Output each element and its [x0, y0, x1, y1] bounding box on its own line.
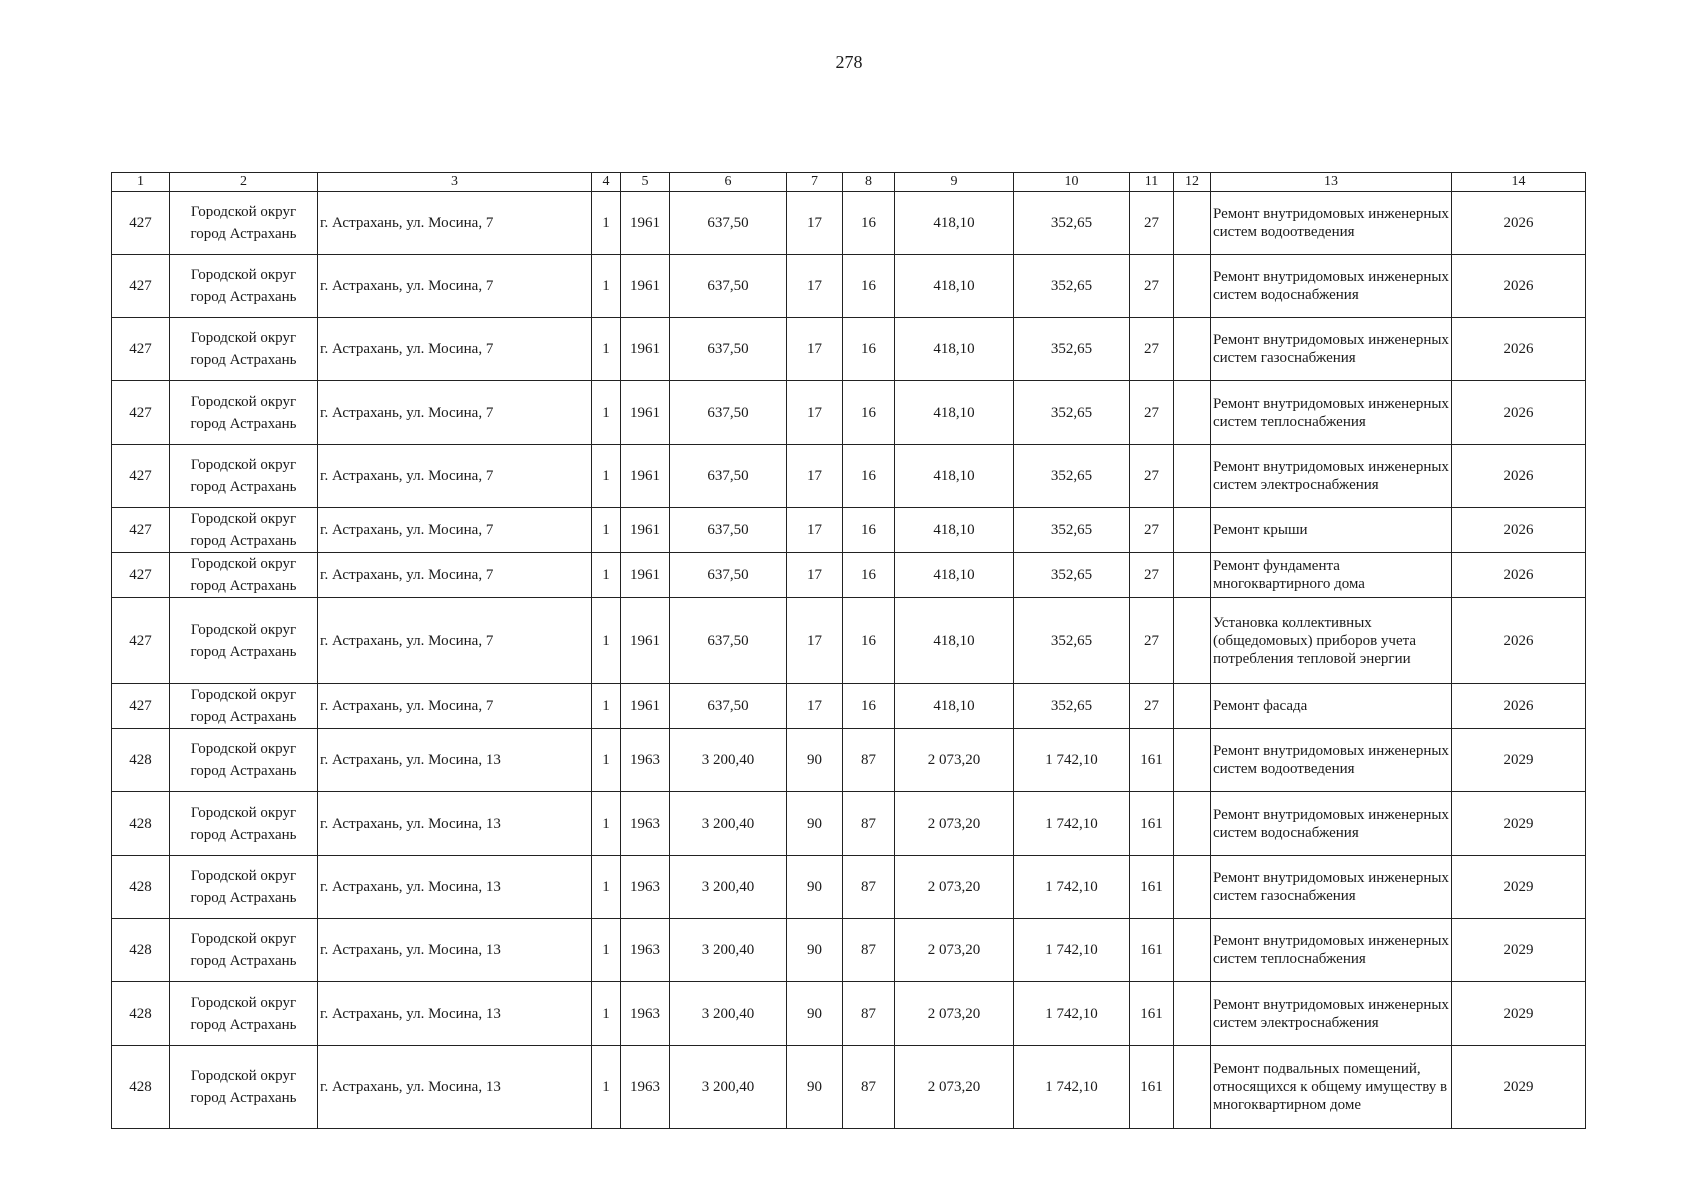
col-10-value-cell: 1 742,10	[1014, 1046, 1130, 1129]
work-type-cell: Ремонт внутридомовых инженерных систем электроснабжения	[1211, 445, 1452, 508]
col-6-value-cell: 637,50	[670, 255, 787, 318]
address-cell: г. Астрахань, ул. Мосина, 13	[318, 792, 592, 856]
col-8-value-cell: 87	[843, 792, 895, 856]
address-cell: г. Астрахань, ул. Мосина, 7	[318, 508, 592, 553]
col-4-value-cell: 1	[592, 255, 621, 318]
col-7-value-cell: 17	[787, 553, 843, 598]
work-type-cell: Ремонт крыши	[1211, 508, 1452, 553]
planned-year-cell: 2029	[1452, 982, 1586, 1046]
municipality-cell: Городской округ город Астрахань	[170, 982, 318, 1046]
col-7-value-cell: 90	[787, 982, 843, 1046]
work-type-cell: Ремонт подвальных помещений, относящихся к общему имуществу в многоквартирном доме	[1211, 1046, 1452, 1129]
year-built-cell: 1963	[621, 982, 670, 1046]
col-7-value-cell: 90	[787, 792, 843, 856]
col-4-value-cell: 1	[592, 792, 621, 856]
year-built-cell: 1963	[621, 919, 670, 982]
work-type-cell: Ремонт внутридомовых инженерных систем водоснабжения	[1211, 792, 1452, 856]
row-number-cell: 427	[112, 445, 170, 508]
address-cell: г. Астрахань, ул. Мосина, 13	[318, 729, 592, 792]
planned-year-cell: 2029	[1452, 792, 1586, 856]
year-built-cell: 1961	[621, 684, 670, 729]
col-8-value-cell: 87	[843, 919, 895, 982]
col-7-value-cell: 17	[787, 445, 843, 508]
row-number-cell: 427	[112, 318, 170, 381]
table-row	[112, 729, 1586, 792]
col-9-value-cell: 418,10	[895, 445, 1014, 508]
column-number-cell: 11	[1130, 173, 1174, 192]
col-4-value-cell: 1	[592, 919, 621, 982]
col-11-value-cell: 161	[1130, 982, 1174, 1046]
address-cell: г. Астрахань, ул. Мосина, 13	[318, 919, 592, 982]
col-7-value-cell: 90	[787, 729, 843, 792]
col-12-value-cell	[1174, 598, 1211, 684]
col-11-value-cell: 161	[1130, 792, 1174, 856]
col-6-value-cell: 3 200,40	[670, 1046, 787, 1129]
address-cell: г. Астрахань, ул. Мосина, 7	[318, 192, 592, 255]
col-7-value-cell: 17	[787, 598, 843, 684]
col-4-value-cell: 1	[592, 982, 621, 1046]
col-9-value-cell: 418,10	[895, 508, 1014, 553]
table-row	[112, 318, 1586, 381]
row-number-cell: 427	[112, 255, 170, 318]
year-built-cell: 1963	[621, 1046, 670, 1129]
column-number-cell: 2	[170, 173, 318, 192]
planned-year-cell: 2029	[1452, 729, 1586, 792]
column-number-row	[112, 173, 1586, 192]
col-9-value-cell: 418,10	[895, 598, 1014, 684]
col-11-value-cell: 161	[1130, 919, 1174, 982]
planned-year-cell: 2026	[1452, 255, 1586, 318]
row-number-cell: 427	[112, 381, 170, 445]
col-10-value-cell: 1 742,10	[1014, 856, 1130, 919]
col-4-value-cell: 1	[592, 508, 621, 553]
col-12-value-cell	[1174, 1046, 1211, 1129]
col-10-value-cell: 352,65	[1014, 445, 1130, 508]
col-10-value-cell: 352,65	[1014, 508, 1130, 553]
table-row	[112, 445, 1586, 508]
col-6-value-cell: 637,50	[670, 381, 787, 445]
row-number-cell: 427	[112, 598, 170, 684]
col-7-value-cell: 17	[787, 508, 843, 553]
column-number-cell: 3	[318, 173, 592, 192]
col-12-value-cell	[1174, 729, 1211, 792]
col-11-value-cell: 27	[1130, 508, 1174, 553]
municipality-cell: Городской округ город Астрахань	[170, 919, 318, 982]
col-9-value-cell: 418,10	[895, 318, 1014, 381]
col-10-value-cell: 352,65	[1014, 192, 1130, 255]
table-row	[112, 919, 1586, 982]
address-cell: г. Астрахань, ул. Мосина, 13	[318, 982, 592, 1046]
table-body	[112, 173, 1586, 1129]
col-11-value-cell: 27	[1130, 445, 1174, 508]
table-row	[112, 192, 1586, 255]
col-4-value-cell: 1	[592, 445, 621, 508]
col-7-value-cell: 17	[787, 318, 843, 381]
col-8-value-cell: 87	[843, 729, 895, 792]
year-built-cell: 1961	[621, 192, 670, 255]
column-number-cell: 4	[592, 173, 621, 192]
col-11-value-cell: 161	[1130, 856, 1174, 919]
col-4-value-cell: 1	[592, 192, 621, 255]
col-9-value-cell: 2 073,20	[895, 1046, 1014, 1129]
col-4-value-cell: 1	[592, 318, 621, 381]
col-8-value-cell: 16	[843, 598, 895, 684]
work-type-cell: Ремонт внутридомовых инженерных систем водоотведения	[1211, 729, 1452, 792]
municipality-cell: Городской округ город Астрахань	[170, 856, 318, 919]
col-10-value-cell: 352,65	[1014, 684, 1130, 729]
col-6-value-cell: 637,50	[670, 192, 787, 255]
col-6-value-cell: 637,50	[670, 318, 787, 381]
column-number-cell: 8	[843, 173, 895, 192]
col-6-value-cell: 637,50	[670, 445, 787, 508]
year-built-cell: 1963	[621, 792, 670, 856]
col-9-value-cell: 418,10	[895, 192, 1014, 255]
work-type-cell: Ремонт внутридомовых инженерных систем теплоснабжения	[1211, 381, 1452, 445]
year-built-cell: 1961	[621, 255, 670, 318]
row-number-cell: 428	[112, 856, 170, 919]
col-8-value-cell: 16	[843, 508, 895, 553]
address-cell: г. Астрахань, ул. Мосина, 13	[318, 856, 592, 919]
table-row	[112, 982, 1586, 1046]
col-8-value-cell: 16	[843, 255, 895, 318]
col-9-value-cell: 418,10	[895, 255, 1014, 318]
col-11-value-cell: 161	[1130, 1046, 1174, 1129]
table-row	[112, 508, 1586, 553]
col-10-value-cell: 1 742,10	[1014, 919, 1130, 982]
column-number-cell: 6	[670, 173, 787, 192]
table-row	[112, 598, 1586, 684]
column-number-cell: 9	[895, 173, 1014, 192]
address-cell: г. Астрахань, ул. Мосина, 7	[318, 598, 592, 684]
row-number-cell: 427	[112, 553, 170, 598]
planned-year-cell: 2026	[1452, 553, 1586, 598]
col-7-value-cell: 17	[787, 684, 843, 729]
col-11-value-cell: 27	[1130, 598, 1174, 684]
year-built-cell: 1961	[621, 381, 670, 445]
work-type-cell: Ремонт внутридомовых инженерных систем теплоснабжения	[1211, 919, 1452, 982]
col-7-value-cell: 17	[787, 192, 843, 255]
address-cell: г. Астрахань, ул. Мосина, 7	[318, 255, 592, 318]
col-10-value-cell: 1 742,10	[1014, 982, 1130, 1046]
address-cell: г. Астрахань, ул. Мосина, 7	[318, 318, 592, 381]
col-4-value-cell: 1	[592, 684, 621, 729]
address-cell: г. Астрахань, ул. Мосина, 7	[318, 381, 592, 445]
row-number-cell: 428	[112, 919, 170, 982]
col-12-value-cell	[1174, 508, 1211, 553]
col-11-value-cell: 27	[1130, 381, 1174, 445]
municipality-cell: Городской округ город Астрахань	[170, 553, 318, 598]
municipality-cell: Городской округ город Астрахань	[170, 192, 318, 255]
planned-year-cell: 2026	[1452, 684, 1586, 729]
col-12-value-cell	[1174, 982, 1211, 1046]
table-row	[112, 255, 1586, 318]
municipality-cell: Городской округ город Астрахань	[170, 381, 318, 445]
row-number-cell: 428	[112, 792, 170, 856]
col-4-value-cell: 1	[592, 1046, 621, 1129]
municipality-cell: Городской округ город Астрахань	[170, 598, 318, 684]
row-number-cell: 428	[112, 729, 170, 792]
column-number-cell: 5	[621, 173, 670, 192]
table-row	[112, 856, 1586, 919]
col-12-value-cell	[1174, 856, 1211, 919]
col-4-value-cell: 1	[592, 381, 621, 445]
planned-year-cell: 2026	[1452, 445, 1586, 508]
col-4-value-cell: 1	[592, 553, 621, 598]
work-type-cell: Ремонт внутридомовых инженерных систем газоснабжения	[1211, 856, 1452, 919]
col-12-value-cell	[1174, 684, 1211, 729]
year-built-cell: 1961	[621, 445, 670, 508]
col-9-value-cell: 2 073,20	[895, 919, 1014, 982]
col-11-value-cell: 27	[1130, 192, 1174, 255]
year-built-cell: 1961	[621, 553, 670, 598]
planned-year-cell: 2026	[1452, 318, 1586, 381]
col-6-value-cell: 3 200,40	[670, 792, 787, 856]
municipality-cell: Городской округ город Астрахань	[170, 445, 318, 508]
municipality-cell: Городской округ город Астрахань	[170, 508, 318, 553]
column-number-cell: 13	[1211, 173, 1452, 192]
planned-year-cell: 2026	[1452, 381, 1586, 445]
year-built-cell: 1963	[621, 729, 670, 792]
col-6-value-cell: 637,50	[670, 684, 787, 729]
col-12-value-cell	[1174, 919, 1211, 982]
col-10-value-cell: 352,65	[1014, 381, 1130, 445]
col-4-value-cell: 1	[592, 729, 621, 792]
col-7-value-cell: 17	[787, 381, 843, 445]
municipality-cell: Городской округ город Астрахань	[170, 792, 318, 856]
planned-year-cell: 2026	[1452, 192, 1586, 255]
col-4-value-cell: 1	[592, 598, 621, 684]
col-9-value-cell: 418,10	[895, 553, 1014, 598]
col-8-value-cell: 87	[843, 1046, 895, 1129]
municipality-cell: Городской округ город Астрахань	[170, 1046, 318, 1129]
municipality-cell: Городской округ город Астрахань	[170, 318, 318, 381]
municipality-cell: Городской округ город Астрахань	[170, 255, 318, 318]
col-4-value-cell: 1	[592, 856, 621, 919]
work-type-cell: Ремонт внутридомовых инженерных систем водоснабжения	[1211, 255, 1452, 318]
col-9-value-cell: 2 073,20	[895, 729, 1014, 792]
col-7-value-cell: 17	[787, 255, 843, 318]
work-type-cell: Ремонт внутридомовых инженерных систем водоотведения	[1211, 192, 1452, 255]
col-9-value-cell: 2 073,20	[895, 982, 1014, 1046]
col-12-value-cell	[1174, 381, 1211, 445]
table-row	[112, 381, 1586, 445]
row-number-cell: 427	[112, 508, 170, 553]
col-6-value-cell: 3 200,40	[670, 982, 787, 1046]
col-8-value-cell: 16	[843, 192, 895, 255]
col-9-value-cell: 2 073,20	[895, 792, 1014, 856]
col-12-value-cell	[1174, 792, 1211, 856]
col-9-value-cell: 418,10	[895, 684, 1014, 729]
column-number-cell: 14	[1452, 173, 1586, 192]
planned-year-cell: 2026	[1452, 508, 1586, 553]
municipality-cell: Городской округ город Астрахань	[170, 729, 318, 792]
work-type-cell: Ремонт внутридомовых инженерных систем электроснабжения	[1211, 982, 1452, 1046]
col-6-value-cell: 3 200,40	[670, 919, 787, 982]
col-10-value-cell: 1 742,10	[1014, 729, 1130, 792]
year-built-cell: 1961	[621, 508, 670, 553]
planned-year-cell: 2029	[1452, 856, 1586, 919]
col-8-value-cell: 87	[843, 856, 895, 919]
planned-year-cell: 2029	[1452, 1046, 1586, 1129]
col-12-value-cell	[1174, 192, 1211, 255]
address-cell: г. Астрахань, ул. Мосина, 7	[318, 684, 592, 729]
col-7-value-cell: 90	[787, 919, 843, 982]
col-8-value-cell: 16	[843, 684, 895, 729]
col-6-value-cell: 637,50	[670, 598, 787, 684]
col-11-value-cell: 27	[1130, 684, 1174, 729]
col-11-value-cell: 27	[1130, 553, 1174, 598]
col-10-value-cell: 352,65	[1014, 255, 1130, 318]
year-built-cell: 1963	[621, 856, 670, 919]
col-12-value-cell	[1174, 255, 1211, 318]
address-cell: г. Астрахань, ул. Мосина, 13	[318, 1046, 592, 1129]
col-6-value-cell: 637,50	[670, 553, 787, 598]
col-8-value-cell: 16	[843, 381, 895, 445]
col-11-value-cell: 27	[1130, 255, 1174, 318]
col-12-value-cell	[1174, 318, 1211, 381]
col-10-value-cell: 352,65	[1014, 553, 1130, 598]
work-type-cell: Ремонт внутридомовых инженерных систем газоснабжения	[1211, 318, 1452, 381]
column-number-cell: 10	[1014, 173, 1130, 192]
table-row	[112, 553, 1586, 598]
col-6-value-cell: 3 200,40	[670, 856, 787, 919]
col-10-value-cell: 352,65	[1014, 598, 1130, 684]
planned-year-cell: 2026	[1452, 598, 1586, 684]
capital-repair-table	[111, 172, 1586, 1129]
table-row	[112, 792, 1586, 856]
col-8-value-cell: 16	[843, 553, 895, 598]
year-built-cell: 1961	[621, 598, 670, 684]
work-type-cell: Ремонт фасада	[1211, 684, 1452, 729]
column-number-cell: 12	[1174, 173, 1211, 192]
col-8-value-cell: 16	[843, 318, 895, 381]
year-built-cell: 1961	[621, 318, 670, 381]
col-12-value-cell	[1174, 553, 1211, 598]
col-11-value-cell: 161	[1130, 729, 1174, 792]
table-row	[112, 1046, 1586, 1129]
col-7-value-cell: 90	[787, 1046, 843, 1129]
page-number: 278	[835, 52, 863, 72]
col-9-value-cell: 418,10	[895, 381, 1014, 445]
col-6-value-cell: 637,50	[670, 508, 787, 553]
address-cell: г. Астрахань, ул. Мосина, 7	[318, 553, 592, 598]
col-9-value-cell: 2 073,20	[895, 856, 1014, 919]
table-row	[112, 684, 1586, 729]
row-number-cell: 427	[112, 192, 170, 255]
col-6-value-cell: 3 200,40	[670, 729, 787, 792]
col-8-value-cell: 87	[843, 982, 895, 1046]
planned-year-cell: 2029	[1452, 919, 1586, 982]
municipality-cell: Городской округ город Астрахань	[170, 684, 318, 729]
work-type-cell: Установка коллективных (общедомовых) приборов учета потребления тепловой энергии	[1211, 598, 1452, 684]
column-number-cell: 7	[787, 173, 843, 192]
col-8-value-cell: 16	[843, 445, 895, 508]
col-10-value-cell: 1 742,10	[1014, 792, 1130, 856]
col-7-value-cell: 90	[787, 856, 843, 919]
col-12-value-cell	[1174, 445, 1211, 508]
work-type-cell: Ремонт фундамента многоквартирного дома	[1211, 553, 1452, 598]
row-number-cell: 427	[112, 684, 170, 729]
row-number-cell: 428	[112, 982, 170, 1046]
address-cell: г. Астрахань, ул. Мосина, 7	[318, 445, 592, 508]
column-number-cell: 1	[112, 173, 170, 192]
row-number-cell: 428	[112, 1046, 170, 1129]
col-11-value-cell: 27	[1130, 318, 1174, 381]
col-10-value-cell: 352,65	[1014, 318, 1130, 381]
